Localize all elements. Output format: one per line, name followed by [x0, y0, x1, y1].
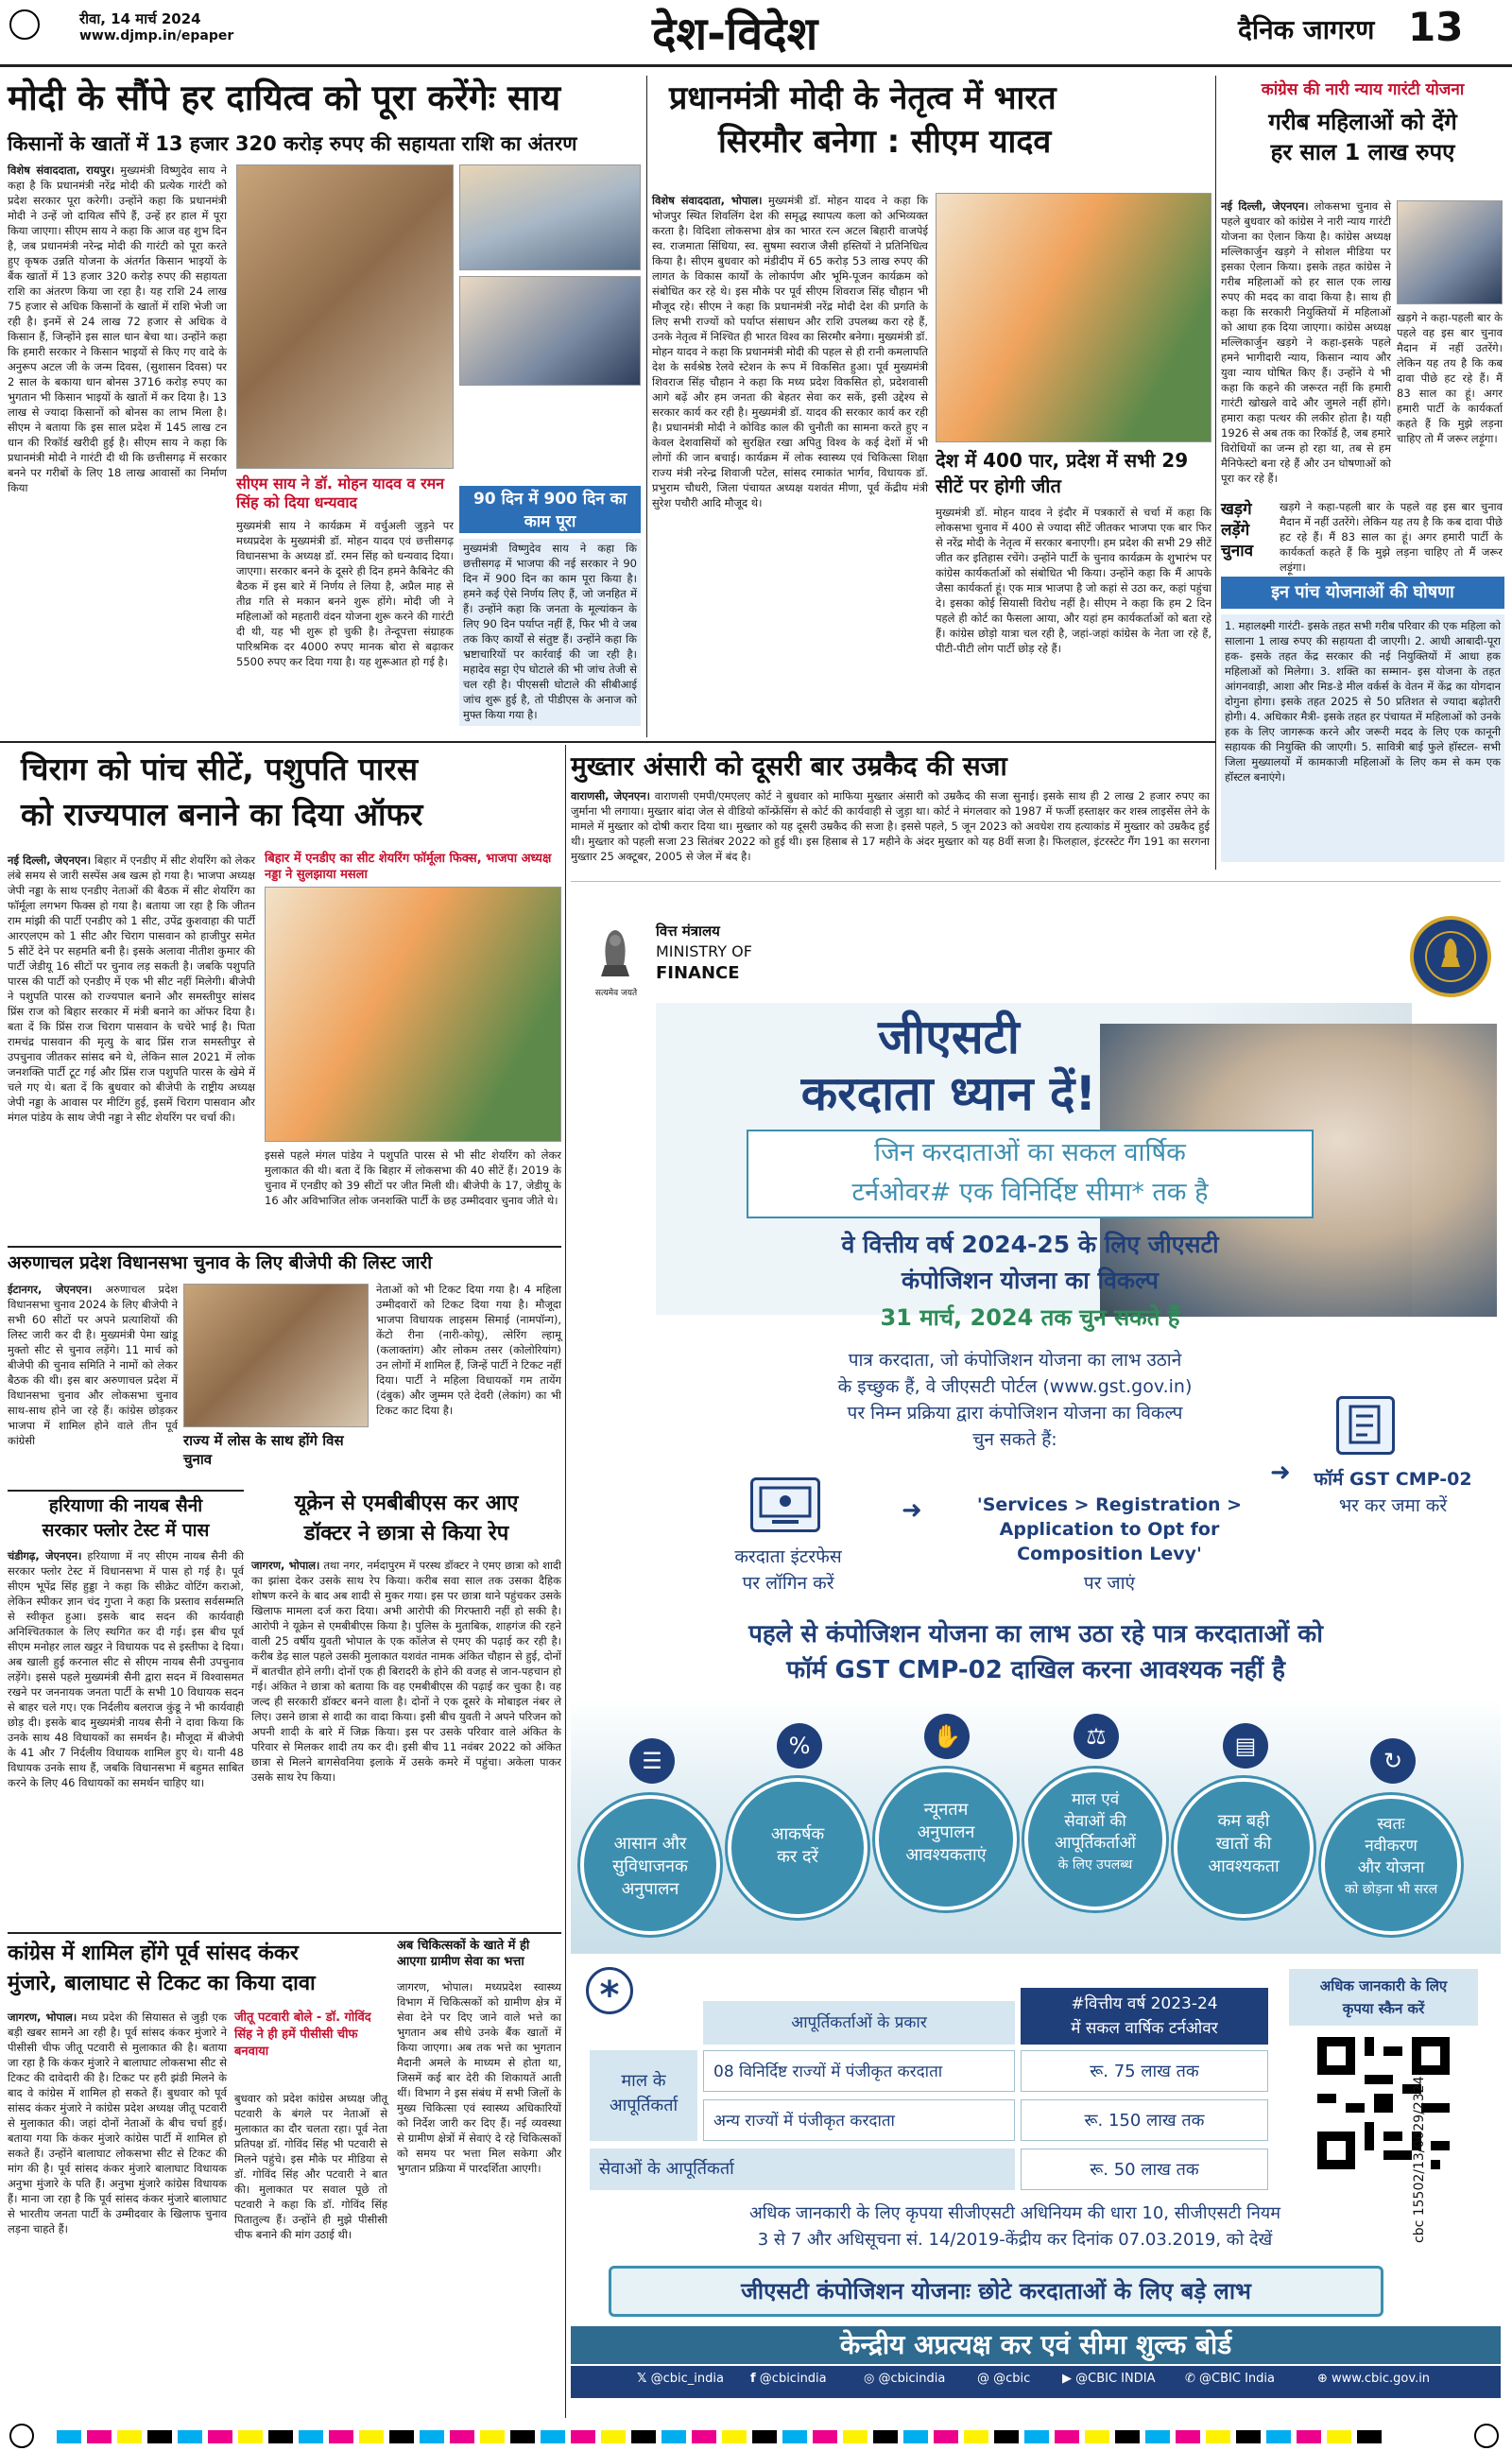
- story-mukhtar-headline: मुख्तार अंसारी को दूसरी बार उम्रकैद की सजा: [571, 751, 1007, 782]
- benefit-text-4: [1028, 1789, 1162, 1876]
- story-ukraine-body: [251, 1558, 561, 1925]
- story-arunachal-headline: अरुणाचल प्रदेश विधानसभा चुनाव के लिए बीजेपी की लिस्ट जारी: [8, 1252, 433, 1273]
- story-kankar-box-title: जीतू पटवारी बोले - डॉ. गोविंद सिंह ने ही हमें पीसीसी चीफ बनवाया: [234, 2011, 371, 2059]
- story-arunachal-photo: [183, 1284, 369, 1427]
- benefit-4-line-1: माल एवं: [1071, 1790, 1120, 1809]
- ad-process-text-1: पात्र करदाता, जो कंपोजिशन योजना का लाभ उठाने: [848, 1350, 1182, 1371]
- story-kankar-munjare: [8, 1932, 561, 2412]
- story-kankar-body-2: बुधवार को प्रदेश कांग्रेस अध्यक्ष जीतू पटवारी के बंगले पर नेताओं से मुलाकात का दौर चलता रहा। पूर्व नेता प्रतिपक्ष डॉ. गोविंद सिंह भी पटवारी से मिलने पहुंचे। इस मौके पर मीडिया से डॉ. गोविंद सिंह और पटवारी ने बात की। मुलाकात पर सवाल पूछे तो पटवारी ने कहा कि डॉ. गोविंद सिंह पितातुल्य हैं। उन्होंने ही मुझे पीसीसी चीफ बनाने की मांग उठाई थी।: [234, 2092, 387, 2241]
- story-mukhtar-text: वाराणसी एमपी/एमएलए कोर्ट ने बुधवार को माफिया मुख्तार अंसारी को उम्रकैद की सजा सुनाई। इसके साथ ही 2 लाख 2 हजार रुपए का जुर्माना भी लगाया। मुख्तार बांदा जेल से वीडियो कॉन्फ्रेंसिंग से कोर्ट की कार्यवाही से जुड़ा था। कोर्ट ने मंगलवार को 1987 में फर्जी हस्ताक्षर कर शस्त्र लाइसेंस लेने के मामले में मुख्तार को दोषी करार दिया था। मुख्तार को यह दूसरी उम्रकैद की सजा है। इससे पहले, 5 जून 2023 को अवधेश राय हत्याकांड में मुख्तार को उम्रकैद हुई थी। मुख्तार को पहली सजा 23 सितंबर 2022 को हुई थी। इस हिसाब से 17 महीने के अंदर मुख्तार को यह 8वीं सजा है। फिलहाल, इंटरस्टेट गैंग 191 का सरगना मुख्तार 25 अक्टूबर, 2005 से जेल में बंद है।: [571, 789, 1210, 863]
- benefit-6-line-2: नवीकरण: [1365, 1837, 1418, 1856]
- social-facebook-handle: @cbicindia: [759, 2372, 827, 2386]
- step-arrow-2-icon: ➜: [1270, 1459, 1291, 1487]
- story-ukraine-text: तथा नगर, नर्मदापुरम में परस्थ डॉक्टर ने एमए छात्रा को शादी का झांसा देकर उसके साथ रेप किया। करीब सवा साल तक उसका दैहिक शोषण करने के बाद अब शादी से मुकर गया। इस पर छात्रा थाने पहुंचकर उसके खिलाफ मामला दर्ज करा दिया। अभी आरोपी की गिरफ्तारी नहीं हो सकी है। आरोपी ने यूक्रेन से एमबीबीएस किया है। पुलिस के मुताबिक, शाहगंज की रहने वाली 25 वर्षीय युवती भोपाल के एक कॉलेज से एमए की पढ़ाई कर रही है। करीब डेढ़ साल पहले उसकी मुलाकात यशवंत नामक अंकित चौहान से हुई, दोनों में बातचीत होने लगी। दोनों एक ही बिरादरी के होने की वजह से जान-पहचान हो गई। अंकित ने छात्रा को बताया कि वह एमबीबीएस की पढ़ाई कर चुका है। वह जल्द ही सरकारी डॉक्टर बनने वाला है। दोनों ने एक दूसरे के मोबाइल नंबर ले लिए। उसने छात्रा से शादी का वादा किया। इसी बीच युवती ने अपने परिजन को अपनी शादी के बारे में जिक्र किया। इस पर उसके परिवार वाले अंकित के परिवार से मिलकर शादी तय कर दी। इसी बीच 11 नवंबर 2022 को अंकित छात्रा से मिलने बागसेवनिया इलाके में उसके कमरे में पहुंचा। अकेला पाकर उसके साथ रेप किया।: [251, 1559, 562, 1784]
- story-chirag-headline-1: चिराग को पांच सीटें, पशुपति पारस: [21, 751, 419, 787]
- whatsapp-icon: ✆: [1185, 2372, 1195, 2386]
- web-icon: ⊕: [1317, 2372, 1328, 2386]
- story-congress-headline-1: गरीब महिलाओं को देंगे: [1268, 109, 1457, 135]
- benefit-4-line-3: आपूर्तिकर्ताओं: [1055, 1834, 1136, 1853]
- page-number: 13: [1408, 4, 1464, 50]
- ad-title-line-1: जीएसटी: [878, 1010, 1020, 1064]
- benefit-text-6: [1325, 1814, 1457, 1901]
- social-item-web[interactable]: [1317, 2372, 1430, 2386]
- step3-form-icon: [1336, 1396, 1395, 1455]
- register-mark-right: [1474, 2424, 1499, 2448]
- benefit-4-line-2: सेवाओं की: [1064, 1812, 1126, 1831]
- step1-login-icon: [750, 1477, 820, 1532]
- step3-line-2: भर कर जमा करें: [1338, 1495, 1448, 1516]
- story-yadav-byline: विशेष संवाददाता, भोपाल।: [652, 194, 763, 207]
- social-whatsapp-handle: @CBIC India: [1199, 2372, 1275, 2386]
- ashoka-emblem-icon: [593, 922, 637, 984]
- ad-sub1-line-1: जिन करदाताओं का सकल वार्षिक: [874, 1138, 1186, 1167]
- table-header-turnover: [1021, 1988, 1268, 2045]
- story-arunachal-caption: राज्य में लोस के साथ होंगे विस चुनाव: [183, 1432, 344, 1468]
- story-sai-subhead: किसानों के खातों में 13 हजार 320 करोड़ रुपए की सहायता राशि का अंतरण: [8, 132, 577, 155]
- story-haryana: [8, 1490, 244, 1925]
- benefit-text-3: [879, 1799, 1013, 1867]
- story-haryana-body: [8, 1548, 244, 1925]
- story-yadav-photo: [936, 193, 1211, 442]
- story-congress-side-body: खड़गे ने कहा-पहली बार के पहले वह इस बार चुनाव मैदान में नहीं उतरेंगे। लेकिन यह तय है कि कब दावा पीछे हट रहे हैं। मैं 83 साल का हूं। अगर हमारी पार्टी के कार्यकर्ता कहते हैं कि मुझे लड़ना चाहिए तो मैं जरूर लड़ूंगा।: [1280, 500, 1503, 574]
- masthead-rule: [0, 64, 1512, 67]
- story-yadav-body-2: मुख्यमंत्री डॉ. मोहन यादव ने इंदौर में पत्रकारों से चर्चा में कहा कि लोकसभा चुनाव में 400 से ज्यादा सीटें जीतकर भाजपा एक बार फिर से नरेंद्र मोदी के नेतृत्व में सरकार बनाएगी। हम प्रदेश की सभी 29 सीटें जीत कर इतिहास रचेंगे। उन्होंने पार्टी के चुनाव कार्यक्रम के शुभारंभ पर कांग्रेस कार्यकर्ताओं को संबोधित भी किया। उन्होंने कहा कि मैं आपके जैसा कार्यकर्ता हूं। एक मात्र भाजपा है जो कहां से उठा कर, कहां पहुंचा दे। इसका कोई सियासी विरोध नहीं है। सीएम ने कहा कि हम 2 दिन पहले ही कोर्ट का फैसला आया, और यहां हम कार्यकर्ताओं को बता रहे हैं। कांग्रेस छोड़ो यात्रा चल रही है, जहां-जहां कांग्रेस के नेता जा रहे हैं, पीटी-पीटी लोग पार्टी छोड़ रहे हैं।: [936, 506, 1211, 655]
- story-sai-photo-inset: [459, 164, 641, 270]
- step2-line-2: Application to Opt for: [999, 1519, 1220, 1540]
- table-header-type: आपूर्तिकर्ताओं के प्रकार: [703, 2001, 1015, 2045]
- qr-label-line-2: कृपया स्कैन करें: [1342, 2000, 1425, 2017]
- threads-icon: @: [977, 2372, 989, 2386]
- ad-sub2-line-1: वे वित्तीय वर्ष 2024-25 के लिए जीएसटी: [841, 1231, 1219, 1258]
- story-arunachal-text: अरुणाचल प्रदेश विधानसभा चुनाव 2024 के लिए बीजेपी ने सभी 60 सीटों पर अपने प्रत्याशियों की लिस्ट जारी कर दी है। मुख्यमंत्री पेमा खांडू मुक्तो सीट से चुनाव लड़ेंगे। 11 मार्च को बीजेपी की चुनाव समिति ने नामों को लेकर बैठक की थी। इस बार अरुणाचल प्रदेश में विधानसभा चुनाव और लोकसभा चुनाव साथ-साथ होने जा रहे हैं। कांग्रेस छोड़कर भाजपा में शामिल होने वाले तीन पूर्व कांग्रेसी: [8, 1283, 178, 1447]
- qr-code-icon[interactable]: [1317, 2037, 1450, 2169]
- story-sai-box-title: 90 दिन में 900 दिन का काम पूरा: [459, 486, 641, 533]
- story-yadav-headline-2: सिरमौर बनेगा : सीएम यादव: [718, 123, 1052, 161]
- table-goods-label-2: आपूर्तिकर्ता: [609, 2096, 679, 2115]
- gst-advertisement: [571, 881, 1501, 2412]
- instagram-icon: ◎: [864, 2372, 875, 2386]
- benefit-1-line-3: अनुपालन: [621, 1879, 679, 1899]
- qr-label-box: [1289, 1969, 1478, 2026]
- story-congress-headline-2: हर साल 1 लाख रुपए: [1270, 139, 1455, 165]
- ministry-line-2: FINANCE: [656, 963, 740, 983]
- story-congress-kicker: कांग्रेस की नारी न्याय गारंटी योजना: [1261, 80, 1465, 99]
- benefit-5-line-3: आवश्यकता: [1208, 1856, 1280, 1876]
- story-congress-guarantee: [1221, 78, 1504, 862]
- ad-process-text-2[interactable]: के इच्छुक हैं, वे जीएसटी पोर्टल (www.gst.gov.in): [837, 1376, 1193, 1397]
- story-congress-text-continued: खड़गे ने कहा-पहली बार के पहले वह इस बार चुनाव मैदान में नहीं उतरेंगे। लेकिन यह तय है कि कब दावा पीछे हट रहे हैं। मैं 83 साल का हूं। अगर हमारी पार्टी के कार्यकर्ता कहते हैं कि मुझे लड़ना चाहिए तो मैं जरूर लड़ूंगा।: [1397, 311, 1503, 445]
- story-kankar-headline-2: मुंजारे, बालाघाट से टिकट का किया दावा: [8, 1972, 316, 1995]
- story-sai-photo: [236, 164, 454, 469]
- step2-line-4: पर जाएं: [1083, 1573, 1136, 1594]
- social-youtube-handle: @CBIC INDIA: [1075, 2372, 1156, 2386]
- benefit-3-line-3: आवश्यकताएं: [905, 1845, 987, 1865]
- ministry-line-1: MINISTRY OF: [656, 942, 752, 960]
- table-row-2-value: रू. 150 लाख तक: [1021, 2099, 1268, 2141]
- benefit-3-line-1: न्यूनतम: [923, 1800, 969, 1820]
- story-sai-byline: विशेष संवाददाता, रायपुर।: [8, 164, 115, 177]
- benefit-icon-5-icon: ▤: [1223, 1723, 1268, 1769]
- qr-label-line-1: अधिक जानकारी के लिए: [1319, 1977, 1448, 1994]
- story-haryana-headline-1: हरियाणा की नायब सैनी: [48, 1495, 203, 1516]
- ad-notice-line-1: पहले से कंपोजिशन योजना का लाभ उठा रहे पात्र करदाताओं को: [748, 1620, 1323, 1648]
- story-sai-text: मुख्यमंत्री विष्णुदेव साय ने कहा है कि प्रधानमंत्री नरेंद्र मोदी की प्रत्येक गारंटी को प्रदेश सरकार पूरा करेगी। उन्होंने कहा कि प्रधानमंत्री मोदी ने उन्हें जो दायित्व सौंपे हैं, उन्हें हर हाल में पूरा किया जाएगा। सीएम साय ने कहा कि आज वह शुभ दिन है, जब प्रधानमंत्री नरेन्द्र मोदी की गारंटी को पूरा करते हुए कृषक उन्नति योजना के अंतर्गत किसान भाइयों के बैंक खातों में 13 हजार 320 करोड़ रुपए की सहायता राशि का अंतरण किया जा रहा है। यह राशि 24 लाख 75 हजार से अधिक किसानों के खातों में राशि भेजी जा रही है। इनमें से 24 लाख 72 हजार से अधिक वे किसान हैं, जिन्होंने इस साल धान बेचा था। उन्होंने कहा कि हमारी सरकार ने किसान भाइयों से किए गए वादे के अनुरूप अटल जी के जन्म दिवस, (सुशासन दिवस) पर 2 साल के बकाया धान बोनस 3716 करोड़ रुपए का भुगतान भी किसान भाइयों के खातों में कर दिया है। 13 लाख से ज्यादा किसानों को बोनस का लाभ मिला है। सीएम ने बताया कि इस साल प्रदेश में 145 लाख टन धान की रिकॉर्ड खरीदी हुई है। सीएम साय ने कहा कि प्रधानमंत्री मोदी ने गारंटी दी थी कि छत्तीसगढ़ में सरकार बनने पर गरीबों के लिए 18 लाख आवासों का निर्माण किया: [8, 164, 227, 494]
- masthead-register-mark: [9, 9, 40, 40]
- ad-title-line-2: करदाता ध्यान दें!: [800, 1066, 1097, 1121]
- step1-line-1: करदाता इंटरफेस: [734, 1546, 842, 1567]
- story-congress-text: लोकसभा चुनाव से पहले बुधवार को कांग्रेस ने नारी न्याय गारंटी योजना का ऐलान किया है। कांग्रेस अध्यक्ष मल्लिकार्जुन खड़गे ने सोशल मीडिया पर इसका ऐलान किया। इसके तहत कांग्रेस ने गरीब महिलाओं को हर साल एक लाख रुपए की मदद का वादा किया है। साथ ही कहा कि सरकारी नियुक्तियों में महिलाओं को आधा हक दिया जाएगा। कांग्रेस अध्यक्ष मल्लिकार्जुन खड़गे ने कहा-इसके पहले हमने भागीदारी न्याय, किसान न्याय और युवा न्याय घोषित किए हैं। उन्होंने ये भी कहा कि कहने की जरूरत नहीं कि हमारी गारंटी खोखले वादे और जुमले नहीं होंगे। हमारा कहा पत्थर की लकीर होता है। यही 1926 से अब तक का रिकॉर्ड है, जब हमारे विरोधियों का जन्म हो रहा था, तब से हम मैनिफेस्टो बना रहे हैं और उन घोषणाओं को पूरा कर रहे हैं।: [1221, 199, 1392, 485]
- benefit-icon-6-icon: ↻: [1370, 1738, 1416, 1784]
- benefit-3-line-2: अनुपालन: [917, 1822, 975, 1842]
- table-row-1-value: रू. 75 लाख तक: [1021, 2050, 1268, 2092]
- story-mukhtar-body: [571, 788, 1210, 872]
- ad-process-text-4: चुन सकते हैं:: [972, 1429, 1057, 1450]
- emblem-motto: सत्यमेव जयते: [594, 989, 638, 998]
- story-chirag: [8, 749, 561, 1240]
- benefit-5-line-2: खातों की: [1215, 1834, 1272, 1854]
- story-sai-photo-caption: सीएम साय ने डॉ. मोहन यादव व रमन सिंह को दिया धन्यवाद: [236, 475, 445, 511]
- benefit-text-5: [1177, 1810, 1310, 1878]
- table-row-2-type: अन्य राज्यों में पंजीकृत करदाता: [703, 2099, 1015, 2141]
- facebook-icon: f: [750, 2372, 756, 2386]
- table-row-1-type: 08 विनिर्दिष्ट राज्यों में पंजीकृत करदाता: [703, 2050, 1015, 2092]
- story-congress-box-title: इन पांच योजनाओं की घोषणा: [1221, 577, 1504, 609]
- ad-board-title: केन्द्रीय अप्रत्यक्ष कर एवं सीमा शुल्क बोर्ड: [571, 2326, 1501, 2364]
- ad-sub1-line-2: टर्नओवर# एक विनिर्दिष्ट सीमा* तक है: [851, 1178, 1209, 1207]
- social-web-handle: www.cbic.gov.in: [1332, 2372, 1431, 2386]
- step1-line-2: पर लॉगिन करें: [742, 1573, 834, 1594]
- benefit-6-line-3: और योजना: [1357, 1858, 1425, 1877]
- x-icon: 𝕏: [637, 2372, 647, 2386]
- story-allowance-body: जागरण, भोपाल। मध्यप्रदेश स्वास्थ्य विभाग में चिकित्सकों को ग्रामीण क्षेत्र में सेवा देने पर दिए जाने वाले भत्ते का भुगतान अब सीधे उनके बैंक खातों में किया जाएगा। अब तक भत्ते का भुगतान मैदानी अमले के माध्यम से होता था, जिसमें कई बार देरी की शिकायतें आती थीं। विभाग ने इस संबंध में सभी जिलों के मुख्य चिकित्सा एवं स्वास्थ्य अधिकारियों को निर्देश जारी कर दिए हैं। नई व्यवस्था से ग्रामीण क्षेत्रों में सेवाएं दे रहे चिकित्सकों को समय पर भत्ता मिल सकेगा और भुगतान प्रक्रिया में पारदर्शिता आएगी।: [397, 1980, 561, 2175]
- story-chirag-body-2: इससे पहले मंगल पांडेय ने पशुपति पारस से भी सीट शेयरिंग को लेकर मुलाकात की थी। बता दें कि बिहार में लोकसभा की 40 सीटें हैं। 2019 के चुनाव में एनडीए को 39 सीटों पर जीत मिली थी। बीजेपी के 17, जेडीयू के 16 और अविभाजित लोक जनशक्ति पार्टी के छह उम्मीदवार चुनाव जीते थे।: [265, 1148, 561, 1207]
- story-kankar-text: मध्य प्रदेश की सियासत से जुड़ी एक बड़ी खबर सामने आ रही है। पूर्व सांसद कंकर मुंजारे ने पीसीसी चीफ जीतू पटवारी से मुलाकात की है। बताया जा रहा है कि कंकर मुंजारे ने बालाघाट लोकसभा सीट से टिकट की दावेदारी की है। टिकट पर हरी झंडी मिलने के बाद वे कांग्रेस में शामिल हो सकते हैं। बुधवार को पूर्व सांसद कंकर मुंजारे ने कांग्रेस प्रदेश अध्यक्ष जीतू पटवारी से मुलाकात की। जहां दोनों नेताओं के बीच चर्चा हुई। बताया गया कि कंकर मुंजारे कांग्रेस पार्टी में शामिल हो सकते हैं। उन्होंने बालाघाट लोकसभा सीट से टिकट की मांग की है। पूर्व सांसद कंकर मुंजारे बालाघाट विधायक अनुभा मुंजारे के पति हैं। अनुभा मुंजारे कांग्रेस विधायक हैं। माना जा रहा है कि पूर्व सांसद कंकर मुंजारे बालाघाट से भारतीय जनता पार्टी के उम्मीदवार के खिलाफ चुनाव लड़ना चाहते हैं।: [8, 2011, 227, 2235]
- benefit-icon-2-icon: %: [777, 1723, 822, 1769]
- story-arunachal-rule: [8, 1246, 561, 1248]
- benefit-2-line-2: कर दरें: [777, 1847, 818, 1867]
- star-symbol: *: [586, 1967, 633, 2014]
- story-mukhtar: [571, 749, 1210, 872]
- more-info-line-1: अधिक जानकारी के लिए कृपया सीजीएसटी अधिनियम की धारा 10, सीजीएसटी नियम: [748, 2203, 1281, 2223]
- story-yadav-text: मुख्यमंत्री डॉ. मोहन यादव ने कहा कि भोजपुर स्थित शिवलिंग देश की समृद्ध स्थापत्य कला को अभिव्यक्त करता है। विदिशा लोकसभा क्षेत्र का भारत रत्न अटल बिहारी वाजपेई स्व. राजमाता सिंधिया, स्व. सुषमा स्वराज जैसी हस्तियों ने प्रतिनिधित्व किया है। सीएम बुधवार को मंडीदीप में 65 करोड़ 53 लाख रुपए की लागत के विकास कार्यों के लोकार्पण और भूमि-पूजन कार्यक्रम को संबोधित कर रहे थे। इस मौके पर पूर्व सीएम शिवराज सिंह चौहान भी मौजूद रहे। सीएम ने कहा कि प्रधानमंत्री नरेंद्र मोदी देश की प्रगति के लिए सभी राज्यों को पर्याप्त संसाधन और राशि उपलब्ध करा रहे हैं, उनके नेतृत्व में निश्चित ही भारत विश्व का सिरमौर बनेगा। मुख्यमंत्री डॉ. मोहन यादव ने कहा कि प्रधानमंत्री मोदी की पहल से ही रानी कमलापति देश के सर्वश्रेष्ठ रेलवे स्टेशन के रूप में विकसित हुआ। पूर्व मुख्यमंत्री शिवराज सिंह चौहान ने कहा कि मध्य प्रदेश विकसित हो, प्रदेशवासी आगे बढ़ें और हम जनता की बेहतर सेवा कर सकें, इसी उद्देश्य से सरकार कार्य कर रही है। मुख्यमंत्री डॉ. यादव की सरकार कार्य कर रही है। प्रधानमंत्री मोदी ने कोविड काल की चुनौती का सामना करते हुए न केवल देशवासियों को सुरक्षित रखा अपितु विश्व के कई देशों में भी लोगों की जान बचाई। कार्यक्रम में लोक स्वास्थ्य एवं चिकित्सा शिक्षा राज्य मंत्री नरेन्द्र शिवाजी पटेल, सांसद रमाकांत भार्गव, विधायक डॉ. प्रभुराम चौधरी, जिला पंचायत अध्यक्ष यशवंत मीणा, पूर्व केंद्रीय मंत्री सुरेश पचौरी आदि मौजूद थे।: [652, 194, 928, 509]
- more-info-line-2: 3 से 7 और अधिसूचना सं. 14/2019-केंद्रीय कर दिनांक 07.03.2019, को देखें: [757, 2230, 1273, 2250]
- ad-process-text-3: पर निम्न प्रक्रिया द्वारा कंपोजिशन योजना का विकल्प: [847, 1403, 1183, 1424]
- cbic-seal-icon: [1410, 916, 1491, 997]
- ad-notice-line-2: फॉर्म GST CMP-02 दाखिल करना आवश्यक नहीं है: [786, 1656, 1285, 1684]
- benefit-4-line-4: के लिए उपलब्ध: [1057, 1857, 1133, 1873]
- ministry-hindi: वित्त मंत्रालय: [656, 923, 720, 940]
- social-item-facebook[interactable]: [750, 2372, 827, 2386]
- story-congress-body: [1221, 198, 1391, 492]
- ad-banner: जीएसटी कंपोजिशन योजनाः छोटे करदाताओं के लिए बड़े लाभ: [609, 2266, 1383, 2317]
- masthead-date: रीवा, 14 मार्च 2024: [79, 10, 201, 27]
- benefit-2-line-1: आकर्षक: [770, 1824, 825, 1844]
- benefit-1-line-2: सुविधाजनक: [612, 1856, 688, 1876]
- benefit-icon-3-icon: ✋: [924, 1714, 970, 1759]
- column-rule-2: [1215, 76, 1216, 870]
- story-allowance-title: अब चिकित्सकों के खाते में ही आएगा ग्रामीण सेवा का भत्ता: [397, 1939, 530, 1969]
- story-yadav: [652, 78, 1211, 739]
- turnover-table: [590, 1988, 1270, 2190]
- story-sai-photo-inset-2: [459, 276, 641, 386]
- color-swatches: [57, 2429, 1455, 2444]
- register-mark-left: [9, 2424, 34, 2448]
- story-congress-side-label: खड़गे लड़ेंगे चुनाव: [1221, 500, 1254, 561]
- story-chirag-text: बिहार में एनडीए में सीट शेयरिंग को लेकर लंबे समय से जारी सस्पेंस अब खत्म हो गया है। भाजपा अध्यक्ष जेपी नड्डा के साथ एनडीए नेताओं की बैठक में सीट शेयरिंग का फॉर्मूला लगभग फिक्स हो गया है। बताया जा रहा है कि जीतन राम मांझी की पार्टी एनडीए को 1 सीट, उपेंद्र कुशवाहा की पार्टी आरएलएम को 1 सीट और चिराग पासवान को हाजीपुर समेत 5 सीटें देने पर सहमति बनी है। इसके अलावा नीतीश कुमार की पार्टी जेडीयू 16 सीटों पर चुनाव लड़ सकती है। जबकि पशुपति पारस की पार्टी को एनडीए में एक भी सीट नहीं मिलेगी। बीजेपी ने पशुपति पारस को राज्यपाल बनाने और समस्तीपुर सांसद प्रिंस राज को बिहार सरकार में मंत्री बनाने का ऑफर दिया है। बता दें कि प्रिंस राज चिराग पासवान के चचेरे भाई है। पिता रामचंद्र पासवान की मृत्यु के बाद प्रिंस राज समस्तीपुर से उपचुनाव जीतकर सांसद बने थे, लेकिन साल 2021 में लोक जनशक्ति पार्टी टूट गई और प्रिंस राज पशुपति पारस के खेमे में चले गए थे। बता दें कि बुधवार को बीजेपी के राष्ट्रीय अध्यक्ष जेपी नड्डा के आवास पर मीटिंग हुई, इसमें चिराग पासवान और मंगल पांडेय के साथ जेपी नड्डा ने सीट शेयरिंग पर चर्चा की।: [8, 854, 256, 1124]
- row-rule-1: [0, 741, 1215, 743]
- story-chirag-photo: [265, 887, 561, 1142]
- story-congress-byline: नई दिल्ली, जेएनएन।: [1221, 199, 1309, 213]
- social-x-handle: @cbic_india: [650, 2372, 724, 2386]
- story-haryana-headline-2: सरकार फ्लोर टेस्ट में पास: [42, 1520, 210, 1541]
- story-kankar-rule: [8, 1932, 561, 1934]
- story-arunachal-body: [8, 1282, 178, 1482]
- ad-sub2-line-2: कंपोजिशन योजना का विकल्प: [902, 1267, 1159, 1294]
- table-goods-label: [590, 2050, 697, 2141]
- story-ukraine-headline-1: यूक्रेन से एमबीबीएस कर आए: [294, 1492, 519, 1515]
- story-yadav-body: [652, 193, 928, 739]
- story-yadav-subhead: देश में 400 पार, प्रदेश में सभी 29 सीटें पर होगी जीत: [936, 449, 1189, 497]
- benefit-6-line-4: को छोड़ना भी सरल: [1344, 1882, 1438, 1897]
- story-haryana-rule: [8, 1490, 244, 1492]
- benefit-5-line-1: कम बही: [1217, 1811, 1270, 1831]
- story-sai: [8, 78, 643, 726]
- story-kankar-byline: जागरण, भोपाल।: [8, 2011, 77, 2024]
- table-row-3-type: सेवाओं के आपूर्तिकर्ता: [590, 2149, 1015, 2190]
- benefit-icon-4-icon: ⚖: [1074, 1714, 1119, 1759]
- story-sai-body-3: मुख्यमंत्री विष्णुदेव साय ने कहा कि छत्तीसगढ़ में भाजपा की नई सरकार ने 90 दिन में 900 दिन का काम पूरा किया है। हमने कई ऐसे निर्णय लिए हैं, जो जनहित में हैं। उन्होंने कहा कि जनता के मूल्यांकन के लिए 90 दिन पर्याप्त नहीं हैं, फिर भी वे जब तक किए कार्यों से संतुष्ट हैं। उन्होंने कहा कि भ्रष्टाचारियों पर कार्रवाई की जा रही है। महादेव सट्टा ऐप घोटाले की भी जांच तेजी से चल रही है। पीएससी घोटाले की सीबीआई जांच शुरू हुई है, तो पीडीएस के अनाज को मुफ्त किया गया है।: [459, 539, 641, 726]
- section-title: देश-विदेश: [652, 8, 818, 60]
- social-item-threads[interactable]: [977, 2372, 1030, 2386]
- story-congress-photo: [1397, 200, 1503, 304]
- social-threads-handle: @cbic: [993, 2372, 1031, 2386]
- story-chirag-headline-2: को राज्यपाल बनाने का दिया ऑफर: [21, 796, 423, 833]
- story-sai-body: [8, 163, 227, 726]
- story-congress-list: 1. महालक्ष्मी गारंटी- इसके तहत सभी गरीब परिवार की एक महिला को सालाना 1 लाख रुपए की सहायता दी जाएगी। 2. आधी आबादी-पूरा हक- इसके तहत केंद्र सरकार की नई नियुक्तियों में आधा हक महिलाओं को मिलेगा। 3. शक्ति का सम्मान- इस योजना के तहत आंगनवाड़ी, आशा और मिड-डे मील वर्कर्स के वेतन में केंद्र का योगदान दोगुना होगा। इसके तहत 2025 से 50 प्रतिशत से ज्यादा बढ़ोतरी होगी। 4. अधिकार मैत्री- इसके तहत हर पंचायत में महिलाओं को उनके हक के लिए जागरूक करने और जरूरी मदद के लिए एक कानूनी सहायक की नियुक्ति की जाएगी। 5. सावित्री बाई फुले हॉस्टल- सभी जिला मुख्यालयों में कामकाजी महिलाओं के लिए कम से कम एक हॉस्टल बनाएंगे।: [1221, 614, 1504, 862]
- masthead: [0, 0, 1512, 74]
- benefit-text-1: [584, 1833, 716, 1901]
- column-rule-1: [646, 76, 647, 737]
- story-chirag-byline: नई दिल्ली, जेएनएन।: [8, 854, 92, 867]
- story-arunachal-body-2: नेताओं को भी टिकट दिया गया है। 4 महिला उम्मीदवारों को टिकट दिया गया है। मौजूदा भाजपा विधायक लाइसम सिमाई (नामपॉन्ग), केंटो रीना (नारी-कोयू), त्सेरिंग ल्हामू (कलाक्तांग) और लोकम तसर (कोलोरियांग) उन लोगों में शामिल हैं, जिन्हें पार्टी ने टिकट नहीं दिया। पार्टी ने महिला विधायकों गम तायेंग (दंबुक) और जुम्मम एते देवरी (लेकांग) का भी टिकट काट दिया है।: [376, 1283, 561, 1417]
- story-arunachal: [8, 1246, 561, 1482]
- benefit-text-2: [731, 1823, 864, 1869]
- benefit-6-line-1: स्वतः: [1377, 1815, 1405, 1834]
- benefit-1-line-1: आसान और: [613, 1834, 687, 1854]
- ad-deadline: 31 मार्च, 2024 तक चुन सकते हैं: [880, 1304, 1180, 1331]
- masthead-website[interactable]: www.djmp.in/epaper: [79, 28, 234, 43]
- youtube-icon: ▶: [1062, 2372, 1072, 2386]
- social-item-x[interactable]: [637, 2372, 724, 2386]
- story-chirag-body: [8, 853, 255, 1240]
- story-ukraine-byline: जागरण, भोपाल।: [251, 1559, 320, 1572]
- story-mukhtar-byline: वाराणसी, जेएनएन।: [571, 789, 650, 803]
- step2-line-1: 'Services > Registration >: [976, 1494, 1243, 1515]
- story-haryana-text: हरियाणा में नए सीएम नायब सैनी की सरकार फ्लोर टेस्ट में विधानसभा में पास हो गई है। पूर्व सीएम भूपेंद्र सिंह हुड्डा ने कहा कि सीक्रेट वोटिंग कराओ, लेकिन स्पीकर ज्ञान चंद गुप्ता ने कहा कि प्रस्ताव सर्वसम्मति से स्वीकृत हुआ। इसके बाद सदन की कार्यवाही अनिश्चितकाल के लिए स्थगित कर दी गई। इस बीच पूर्व सीएम मनोहर लाल खट्टर ने विधायक पद से इस्तीफा दे दिया। अब खाली हुई करनाल सीट से सीएम नायब सैनी उपचुनाव लड़ेंगे। इससे पहले मुख्यमंत्री सैनी द्वारा सदन में विश्वासमत रखने पर जननायक जनता पार्टी के सभी 10 विधायक सदन से बाहर चले गए। एक निर्दलीय बलराज कुंडू ने भी कार्यवाही छोड़ दी। इसके बाद मुख्यमंत्री नायब सैनी ने दावा किया कि उनके साथ 48 विधायकों का समर्थन है। मौजूदा में बीजेपी के 41 और 7 निर्दलीय विधायक शामिल हुए थे। यानी 48 विधायक उनके साथ हैं, जबकि विधानसभा में बहुमत साबित करने के लिए 46 विधायकों का समर्थन चाहिए था।: [8, 1549, 244, 1789]
- ad-code: cbc 15502/13/0029/2324: [1412, 2076, 1427, 2243]
- story-congress-text-more: [1397, 310, 1503, 492]
- step2-line-3: Composition Levy': [1017, 1544, 1202, 1564]
- table-header-turnover-2: में सकल वार्षिक टर्नओवर: [1071, 2019, 1218, 2038]
- story-kankar-headline-1: कांग्रेस में शामिल होंगे पूर्व सांसद कंकर: [8, 1942, 299, 1965]
- story-arunachal-byline: ईटानगर, जेएनएन।: [8, 1283, 93, 1296]
- social-item-instagram[interactable]: [864, 2372, 945, 2386]
- story-ukraine-headline-2: डॉक्टर ने छात्रा से किया रेप: [303, 1522, 509, 1545]
- story-yadav-headline-1: प्रधानमंत्री मोदी के नेतृत्व में भारत: [669, 79, 1057, 117]
- table-goods-label-1: माल के: [621, 2071, 666, 2091]
- story-ukraine-doctor: [251, 1490, 561, 1925]
- paper-name: दैनिक जागरण: [1238, 14, 1375, 45]
- step-arrow-icon: ➜: [902, 1496, 922, 1525]
- story-sai-body-2: मुख्यमंत्री साय ने कार्यक्रम में वर्चुअली जुड़ने पर मध्यप्रदेश के मुख्यमंत्री डॉ. मोहन यादव एवं छत्तीसगढ़ विधानसभा के अध्यक्ष डॉ. रमन सिंह को धन्यवाद दिया। जाएगा। सरकार बनने के दूसरे ही दिन हमने कैबिनेट की बैठक में इस बारे में निर्णय ले लिया है, अप्रैल माह से तीव्र गति से मकान बनने शुरू होंगे। मोदी जी ने महिलाओं को महतारी वंदन योजना शुरू करने की गारंटी दी थी, यह भी शुरू हो चुकी है। तेन्दूपत्ता संग्राहक पारिश्रमिक दर 4000 रुपए मानक बोरा से बढ़ाकर 5500 रुपए कर दिया गया है। यह शुरूआत हो गई है।: [236, 519, 454, 668]
- step3-line-1: फॉर्म GST CMP-02: [1314, 1469, 1472, 1490]
- column-rule-3: [565, 745, 566, 2418]
- story-kankar-body: [8, 2010, 227, 2412]
- story-chirag-caption: बिहार में एनडीए का सीट शेयरिंग फॉर्मूला फिक्स, भाजपा अध्यक्ष नड्डा ने सुलझाया मसला: [265, 852, 552, 882]
- benefit-icon-1-icon: ☰: [629, 1738, 675, 1784]
- story-sai-headline: मोदी के सौंपे हर दायित्व को पूरा करेंगेः साय: [8, 78, 561, 118]
- table-header-turnover-1: #वित्तीय वर्ष 2023-24: [1071, 1994, 1218, 2013]
- social-instagram-handle: @cbicindia: [878, 2372, 946, 2386]
- story-haryana-byline: चंडीगढ़, जेएनएन।: [8, 1549, 82, 1562]
- social-item-whatsapp[interactable]: [1185, 2372, 1275, 2386]
- table-row-3-value: रू. 50 लाख तक: [1021, 2149, 1268, 2190]
- social-item-youtube[interactable]: [1062, 2372, 1155, 2386]
- print-color-bar: [0, 2422, 1512, 2451]
